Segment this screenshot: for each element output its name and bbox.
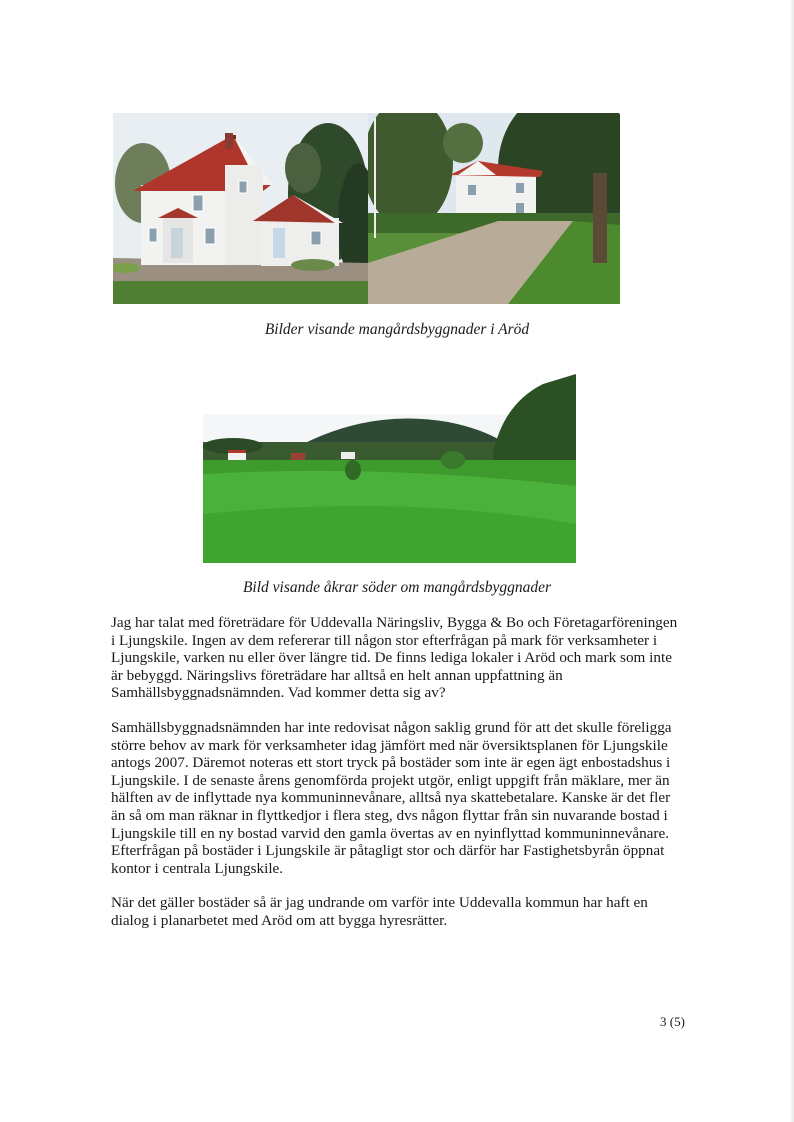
scan-edge-shadow: [790, 0, 794, 1122]
paragraph-2-text: Samhällsbyggnadsnämnden har inte redovisat någon saklig grund för att det skulle föreligga större behov av mark för verksamheter idag jämfört med när översiktsplanen för Ljungskile antogs 2007. Däremot noteras ett stort tryck på bostäder som inte är egen ägt enbostadshus i Ljungskile. I de senaste årens genomförda projekt utgör, enligt uppgift från mäklare, mer än hälften av de inflyttade nya kommuninnevånare, alltså nya skattebetalare. Kanske är det fler än så om man räknar in flyttkedjor i flera steg, dvs någon flyttar från sin nuvarande bostad i Ljungskile till en ny bostad varvid den gamla övertas av en nyinflyttad kommuninnevånare. Efterfrågan på bostäder i Ljungskile är påtagligt stor och därför har Fastighetsbyrån öppnat kontor i centrala Ljungskile.: [111, 719, 672, 877]
fields-illustration: [203, 374, 576, 563]
photo-white-house: [113, 113, 368, 304]
paragraph-1-text: Jag har talat med företrädare för Uddevalla Näringsliv, Bygga & Bo och Företagarföreningen i Ljungskile. Ingen av dem refererar till någon stor efterfrågan på mark för verksamheter i Ljungskile, varken nu eller över längre tid. De finns lediga lokaler i Aröd och mark som inte är bebyggd. Näringslivs företrädare har alltså en helt annan uppfattning än Samhällsbyggnadsnämnden. Vad kommer detta sig av?: [111, 614, 678, 702]
caption-fields: Bild visande åkrar söder om mangårdsbyggnader: [242, 579, 552, 596]
page-number: 3 (5): [660, 1014, 685, 1029]
road-house-illustration: [368, 113, 620, 304]
paragraph-3: [111, 894, 683, 929]
paragraph-3-text: När det gäller bostäder så är jag undrande om varför inte Uddevalla kommun har haft en dialog i planarbetet med Aröd om att bygga hyresrätter.: [111, 894, 648, 929]
house-illustration: [113, 113, 368, 304]
caption-houses: Bilder visande mangårdsbyggnader i Aröd: [264, 321, 530, 338]
photo-fields: [203, 374, 576, 563]
photo-gravel-road-house: [368, 113, 620, 304]
paragraph-1: [111, 614, 683, 702]
paragraph-2: [111, 719, 683, 877]
